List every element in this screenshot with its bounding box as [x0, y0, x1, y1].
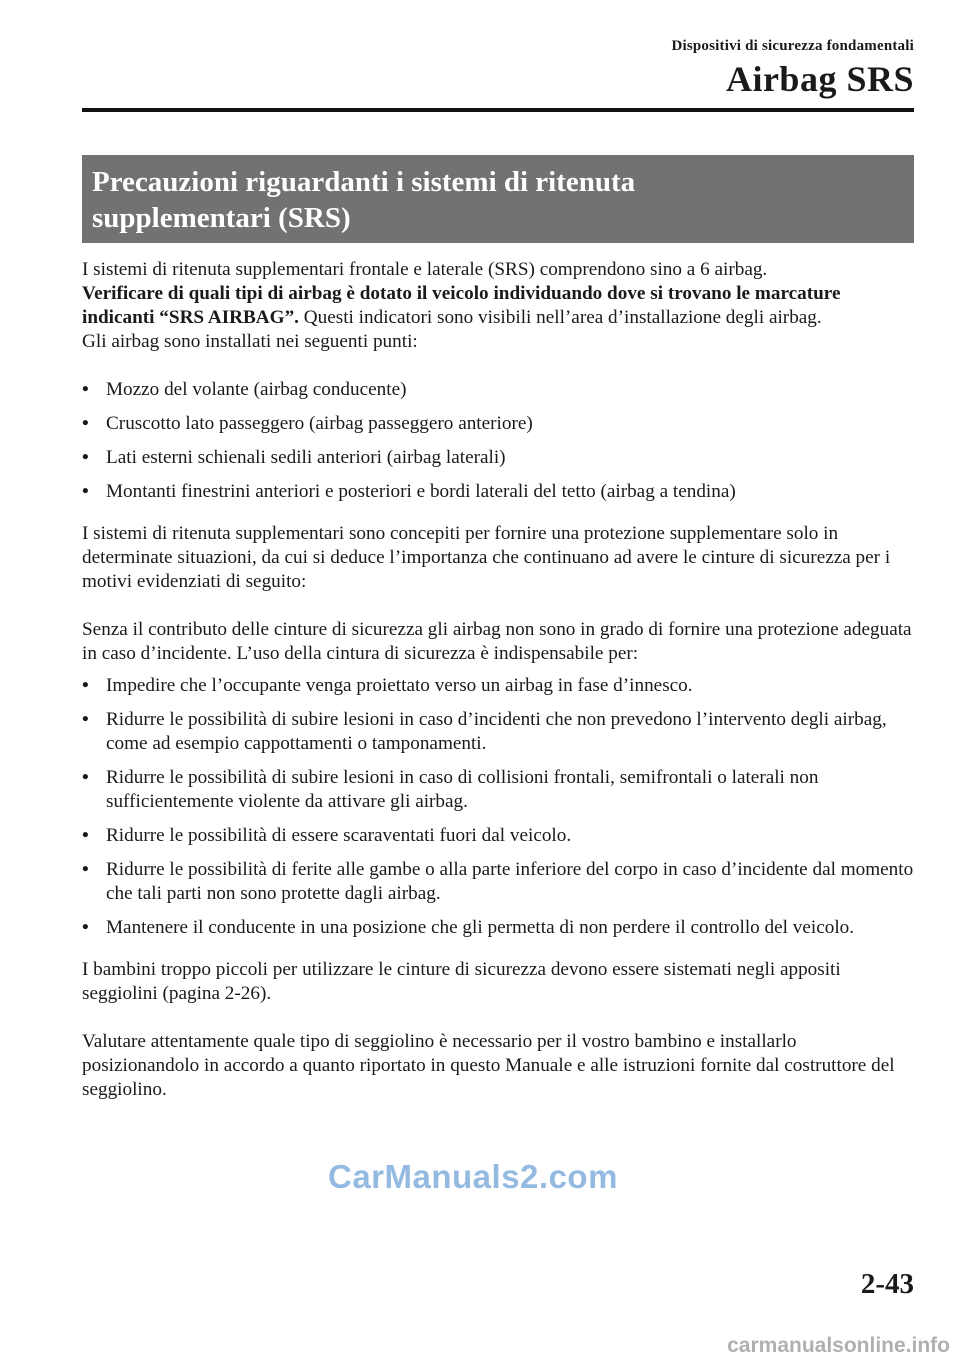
- evaluate-seat-paragraph: Valutare attentamente quale tipo di seggiolino è necessario per il vostro bambino e installarlo posizionandolo in accordo a quanto riportato in questo Manuale e alle istruzioni fornite dal costruttore del seggiolino.: [82, 1031, 895, 1100]
- bullet-icon: •: [82, 767, 89, 788]
- list-item: • Ridurre le possibilità di ferite alle gambe o alla parte inferiore del corpo in caso d’incidente dal momento che tali parti non sono protette dagli airbag.: [82, 859, 914, 904]
- section-heading: [82, 155, 914, 243]
- header-divider: [82, 108, 914, 112]
- without-belts-paragraph: Senza il contributo delle cinture di sicurezza gli airbag non sono in grado di fornire una protezione adeguata in caso d’incidente. L’uso della cintura di sicurezza è indispensabile per:: [82, 619, 912, 664]
- footer-watermark: carmanualsonline.info: [727, 1334, 950, 1357]
- list-item: • Ridurre le possibilità di essere scaraventati fuori dal veicolo.: [82, 825, 572, 846]
- chapter-subtitle: Dispositivi di sicurezza fondamentali: [671, 38, 914, 54]
- bullet-icon: •: [82, 825, 89, 846]
- locations-lead: Gli airbag sono installati nei seguenti punti:: [82, 331, 418, 352]
- children-paragraph: I bambini troppo piccoli per utilizzare le cinture di sicurezza devono essere sistemati negli appositi seggiolini (pagina 2-26).: [82, 959, 841, 1004]
- list-item: • Impedire che l’occupante venga proiettato verso un airbag in fase d’innesco.: [82, 675, 693, 696]
- section-heading-line-2: supplementari (SRS): [92, 202, 351, 234]
- list-item: • Montanti finestrini anteriori e posteriori e bordi laterali del tetto (airbag a tendina): [82, 481, 736, 502]
- section-heading-line-1: Precauzioni riguardanti i sistemi di ritenuta: [92, 166, 636, 198]
- bullet-icon: •: [82, 481, 89, 502]
- bullet-icon: •: [82, 709, 89, 730]
- list-item: • Lati esterni schienali sedili anteriori (airbag laterali): [82, 447, 506, 468]
- intro-note-rest: Questi indicatori sono visibili nell’area d’installazione degli airbag.: [298, 307, 822, 328]
- watermark-logo: CarManuals2.com: [328, 1158, 618, 1195]
- list-item: • Mozzo del volante (airbag conducente): [82, 379, 407, 400]
- bullet-icon: •: [82, 413, 89, 434]
- bullet-icon: •: [82, 379, 89, 400]
- chapter-title: Airbag SRS: [725, 59, 914, 99]
- belt-reasons-list: [82, 674, 914, 940]
- page-number: 2-43: [860, 1268, 914, 1300]
- supplementary-paragraph: I sistemi di ritenuta supplementari sono concepiti per fornire una protezione supplementare solo in determinate situazioni, da cui si deduce l’importanza che continuano ad avere le cinture di sicurezza per i motivi evidenziati di seguito:: [82, 523, 891, 592]
- airbag-locations-list: [82, 378, 914, 504]
- list-item: • Mantenere il conducente in una posizione che gli permetta di non perdere il controllo del veicolo.: [82, 917, 855, 938]
- intro-note-paragraph: [82, 282, 914, 330]
- list-item: • Ridurre le possibilità di subire lesioni in caso d’incidenti che non prevedono l’intervento degli airbag, come ad esempio cappottamenti o tamponamenti.: [82, 709, 887, 754]
- bullet-icon: •: [82, 917, 89, 938]
- intro-paragraph: I sistemi di ritenuta supplementari frontale e laterale (SRS) comprendono sino a 6 airbag.: [82, 259, 768, 280]
- list-item: • Ridurre le possibilità di subire lesioni in caso di collisioni frontali, semifrontali o laterali non sufficientemente violente da attivare gli airbag.: [82, 767, 819, 812]
- bullet-icon: •: [82, 859, 89, 880]
- list-item: • Cruscotto lato passeggero (airbag passeggero anteriore): [82, 413, 533, 434]
- page-body: [82, 258, 914, 1102]
- bullet-icon: •: [82, 675, 89, 696]
- bullet-icon: •: [82, 447, 89, 468]
- intro-note-bold: Verificare di quali tipi di airbag è dotato il veicolo individuando dove si trovano le marcature indicanti “SRS AIRBAG”.: [82, 283, 841, 328]
